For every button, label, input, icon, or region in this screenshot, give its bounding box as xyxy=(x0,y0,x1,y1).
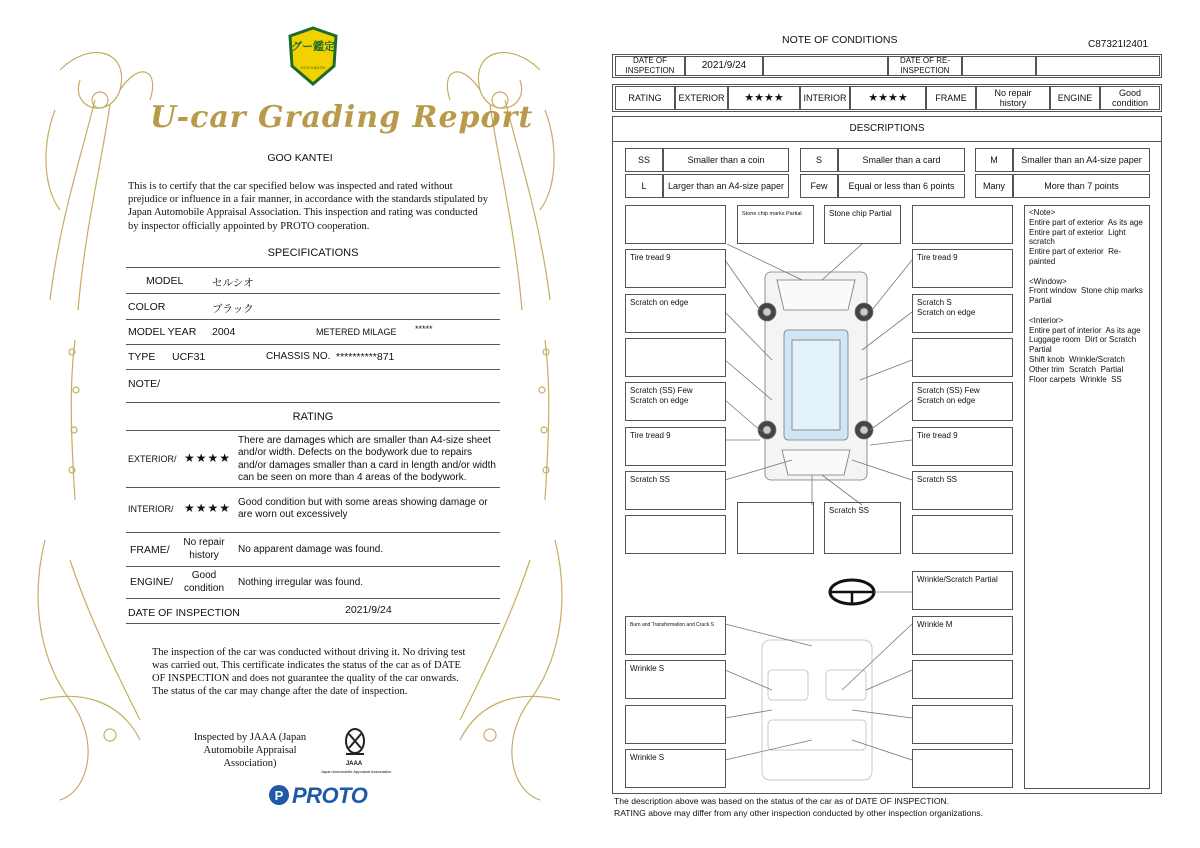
description-box: Scratch SS xyxy=(625,471,726,510)
notes-panel xyxy=(1024,205,1150,789)
description-box: Stone chip Partial xyxy=(824,205,901,244)
spec-row-color xyxy=(126,294,500,320)
description-box xyxy=(912,205,1013,244)
legend-code: S xyxy=(800,148,838,172)
goo-kantei-logo xyxy=(286,26,340,88)
mileage-value: ***** xyxy=(415,324,433,334)
svg-text:P: P xyxy=(274,788,284,803)
engine-label: ENGINE/ xyxy=(130,576,174,588)
notes-text: <Note> Entire part of exterior As its age Entire part of exterior Light scratch Entire part of exterior Re-painted <Window> Front window Stone chip marks Partial <Interior> Entire part of interior As its age Luggage room Dirt or Scratch Partial Shift knob Wrinkle/Scratch Other trim Scratch Partial Floor carpets Wrinkle SS xyxy=(1029,208,1143,384)
year-label: MODEL YEAR xyxy=(128,326,197,338)
year-value: 2004 xyxy=(212,326,236,338)
description-box xyxy=(625,205,726,244)
description-box: Tire tread 9 xyxy=(912,249,1013,288)
reinspection-value xyxy=(962,56,1036,76)
legend-code: Many xyxy=(975,174,1013,198)
description-box xyxy=(625,705,726,744)
spec-row-note xyxy=(126,370,500,403)
legend-code: L xyxy=(625,174,663,198)
description-box xyxy=(912,660,1013,699)
description-box xyxy=(912,515,1013,554)
description-box: Scratch S Scratch on edge xyxy=(912,294,1013,333)
legend-code: Few xyxy=(800,174,838,198)
specifications-heading: SPECIFICATIONS xyxy=(267,247,359,259)
divider xyxy=(126,598,500,599)
description-box: Scratch SS xyxy=(912,471,1013,510)
rating-heading: RATING xyxy=(292,411,334,423)
description-box xyxy=(912,705,1013,744)
date-of-inspection-value: 2021/9/24 xyxy=(685,56,763,76)
interior-description: Good condition but with some areas showing damage or are worn out excessively xyxy=(238,497,488,521)
engine-description: Nothing irregular was found. xyxy=(238,577,364,588)
proto-mark-icon xyxy=(268,784,290,806)
type-label: TYPE xyxy=(128,351,156,363)
note-label: NOTE/ xyxy=(128,378,161,390)
doi-label: DATE OF INSPECTION xyxy=(128,607,240,619)
legend-text: Equal or less than 6 points xyxy=(838,174,965,198)
logo-text: グー鑑定 xyxy=(291,41,335,53)
footer-note-2: RATING above may differ from any other inspection conducted by other inspection organizations. xyxy=(614,808,983,818)
proto-logo: PROTO xyxy=(292,783,368,808)
doi-value: 2021/9/24 xyxy=(345,604,392,616)
spec-row-model xyxy=(126,268,500,294)
description-box xyxy=(625,515,726,554)
legend-text: Smaller than an A4-size paper xyxy=(1013,148,1150,172)
exterior-stars: ★★★★ xyxy=(728,86,800,110)
inspected-by: Inspected by JAAA (Japan Automobile Appraisal Association) xyxy=(193,732,307,769)
certification-text: This is to certify that the car specified below was inspected and rated without prejudice or influence in a fair manner, in accordance with the standards stipulated by Japan Automobile Appraisal Association. This inspection and rating was conducted by inspector officially appointed by PROTO cooperation. xyxy=(128,181,488,232)
description-box: Scratch SS xyxy=(824,502,901,554)
chassis-value: **********871 xyxy=(336,351,395,363)
frame-label: FRAME/ xyxy=(130,544,170,556)
disclaimer-text: The inspection of the car was conducted without driving it. No driving test was carried out. This certificate indicates the status of the car as of DATE OF INSPECTION and does not guarantee the quality of the car onwards. The status of the car may change after the date of inspection. xyxy=(152,647,466,697)
divider xyxy=(126,487,500,488)
reinspection-label: DATE OF RE-INSPECTION xyxy=(888,56,962,76)
frame-description: No apparent damage was found. xyxy=(238,544,384,555)
date-of-inspection-label: DATE OF INSPECTION xyxy=(615,56,685,76)
exterior-stars: ★★★★ xyxy=(184,451,232,465)
divider xyxy=(126,430,500,431)
model-label: MODEL xyxy=(146,275,184,287)
sheet-heading: NOTE OF CONDITIONS xyxy=(782,34,898,46)
description-box xyxy=(912,749,1013,788)
divider xyxy=(126,532,500,533)
rating-label: RATING xyxy=(615,86,675,110)
logo-subtext: GOO KANTEI xyxy=(300,65,326,70)
interior-stars: ★★★★ xyxy=(850,86,926,110)
exterior-label: EXTERIOR xyxy=(675,86,728,110)
type-value: UCF31 xyxy=(172,351,206,363)
description-box: Wrinkle M xyxy=(912,616,1013,655)
description-box: Tire tread 9 xyxy=(625,249,726,288)
frame-value: No repair history xyxy=(183,537,225,561)
descriptions-heading: DESCRIPTIONS xyxy=(612,116,1162,142)
legend-code: SS xyxy=(625,148,663,172)
description-box: Scratch (SS) Few Scratch on edge xyxy=(912,382,1013,421)
description-box xyxy=(625,338,726,377)
legend-text: Smaller than a coin xyxy=(663,148,789,172)
legend-code: M xyxy=(975,148,1013,172)
engine-value: Good condition xyxy=(1100,86,1160,110)
legend-text: Larger than an A4-size paper xyxy=(663,174,789,198)
jaaa-emblem-icon xyxy=(340,726,370,760)
jaaa-logo-text: JAAA xyxy=(345,761,363,767)
engine-label: ENGINE xyxy=(1050,86,1100,110)
description-box xyxy=(912,338,1013,377)
divider xyxy=(126,623,500,624)
frame-value: No repair history xyxy=(976,86,1050,110)
report-title: U-car Grading Report xyxy=(150,100,534,135)
exterior-label: EXTERIOR/ xyxy=(128,454,177,464)
description-box xyxy=(737,502,814,554)
interior-stars: ★★★★ xyxy=(184,501,232,515)
model-value: セルシオ xyxy=(212,277,254,289)
description-box: Tire tread 9 xyxy=(625,427,726,466)
description-box: Burn and Transformation and Crack S xyxy=(625,616,726,655)
color-label: COLOR xyxy=(128,301,166,313)
exterior-description: There are damages which are smaller than A4-size sheet and/or width. Defects on the bodywork due to repairs and/or damages smaller than a card in length and/or width can be seen on more than 4 areas of the bodywork. xyxy=(238,435,496,484)
interior-label: INTERIOR xyxy=(800,86,850,110)
footer-note-1: The description above was based on the status of the car as of DATE OF INSPECTION. xyxy=(614,796,950,806)
description-box: Stone chip marks Partial xyxy=(737,205,814,244)
legend-text: Smaller than a card xyxy=(838,148,965,172)
report-subtitle: GOO KANTEI xyxy=(267,152,333,164)
spec-row-type xyxy=(126,345,500,370)
frame-label: FRAME xyxy=(926,86,976,110)
blank-cell xyxy=(1036,56,1160,76)
divider xyxy=(126,566,500,567)
description-box: Scratch (SS) Few Scratch on edge xyxy=(625,382,726,421)
description-box: Scratch on edge xyxy=(625,294,726,333)
interior-label: INTERIOR/ xyxy=(128,504,174,514)
spec-row-year xyxy=(126,320,500,345)
jaaa-caption: Japan Automobile Appraisal Association xyxy=(320,769,392,774)
description-box: Tire tread 9 xyxy=(912,427,1013,466)
chassis-label: CHASSIS NO. xyxy=(266,351,331,362)
mileage-label: METERED MILAGE xyxy=(316,327,397,337)
engine-value: Good condition xyxy=(183,570,225,594)
description-box: Wrinkle S xyxy=(625,749,726,788)
sheet-code: C87321I2401 xyxy=(1088,39,1149,50)
blank-cell xyxy=(763,56,888,76)
color-value: ブラック xyxy=(212,303,254,315)
description-box: Wrinkle S xyxy=(625,660,726,699)
description-box: Wrinkle/Scratch Partial xyxy=(912,571,1013,610)
legend-text: More than 7 points xyxy=(1013,174,1150,198)
